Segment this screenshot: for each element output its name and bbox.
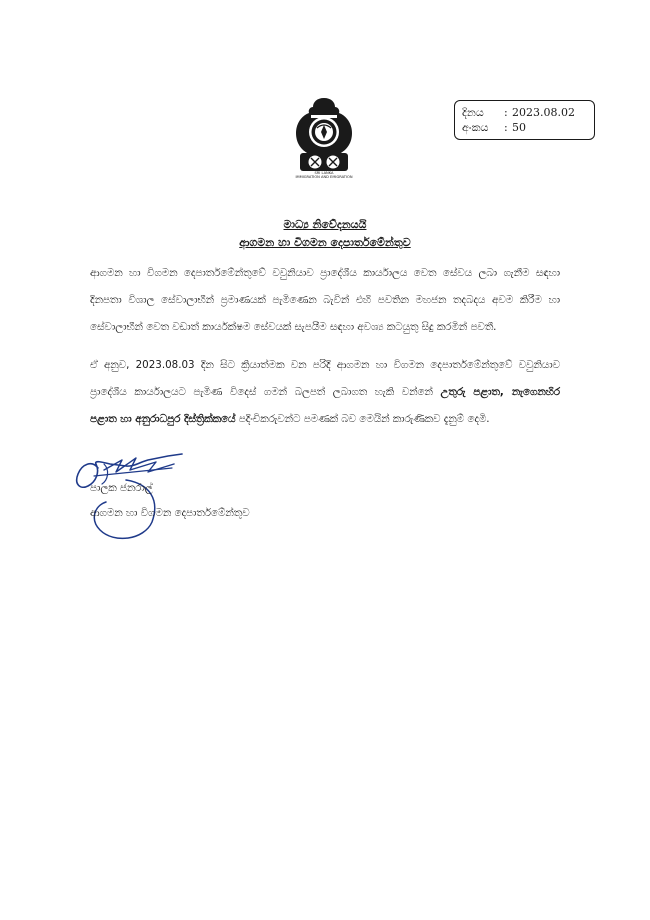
paragraph-2-line-3-text: පදිංචිකරුවන්ට පමණක් බව මෙයින් කාරුණිකව දැනුම් දෙමි.	[238, 413, 490, 425]
reference-box	[454, 100, 595, 140]
emblem-caption-line2: IMMIGRATION AND EMIGRATION	[295, 175, 353, 180]
paragraph-2-line-2	[90, 379, 560, 406]
date-row	[462, 105, 594, 120]
paragraph-1-line-3: සේවාලාභීන් වෙත වඩාත් කාර්යක්ෂම සේවයක් සැපයීම සඳහා අවශ්‍ය කටයුතු සිදු කරමින් පවතී.	[90, 321, 497, 333]
number-row	[462, 120, 594, 135]
emblem-caption	[292, 171, 356, 180]
date-label: දිනය	[462, 106, 484, 119]
signatory-title: පාලක ජනරාල්	[90, 482, 153, 494]
date-value: 2023.08.02	[512, 106, 575, 119]
date-colon: :	[504, 106, 508, 119]
paragraph-2-line-1: ඒ අනුව, 2023.08.03 දින සිට ක්‍රියාත්මක වන පරිදි ආගමන හා විගමන දෙපාර්තමේන්තුවේ වවුනියාව	[90, 359, 560, 371]
paragraph-1	[90, 260, 560, 341]
handwritten-signature	[64, 440, 194, 550]
paragraph-2-line-3-bold: පළාත හා අනුරාධපුර දිස්ත්‍රික්කයේ	[90, 413, 236, 425]
signatory-department: ආගමන හා විගමන දෙපාර්තමේන්තුව	[90, 507, 250, 519]
emblem-caption-line1: SRI LANKA	[314, 171, 334, 175]
paragraph-1-line-1: ආගමන හා විගමන දෙපාර්තමේන්තුවේ වවුනියාව ප්‍රාදේශීය කාර්යාලය වෙත සේවය ලබා ගැනීම සඳහා	[90, 267, 560, 279]
number-label: අංකය	[462, 121, 489, 134]
number-value: 50	[512, 121, 526, 134]
department-heading: ආගමන හා විගමන දෙපාර්තමේන්තුව	[239, 236, 411, 249]
paragraph-2-line-3	[90, 406, 560, 433]
paragraph-2	[90, 352, 560, 433]
paragraph-2-line-2-bold: උතුරු පළාත, නැගෙනහිර	[440, 386, 561, 398]
media-release-heading: මාධ්‍ය නිවේදනයයි	[283, 218, 367, 231]
paragraph-1-line-2: දිනපතා විශාල සේවාලාභීන් ප්‍රමාණයක් පැමිණෙන බැවින් එහි පවතින මහජන තදබදය අවම කිරීම හා	[90, 294, 560, 306]
paragraph-2-line-2-text: ප්‍රාදේශීය කාර්යාලයට පැමිණ විදෙස් ගමන් බලපත් ලබාගත හැකි වන්නේ	[90, 386, 433, 398]
number-colon: :	[504, 121, 508, 134]
